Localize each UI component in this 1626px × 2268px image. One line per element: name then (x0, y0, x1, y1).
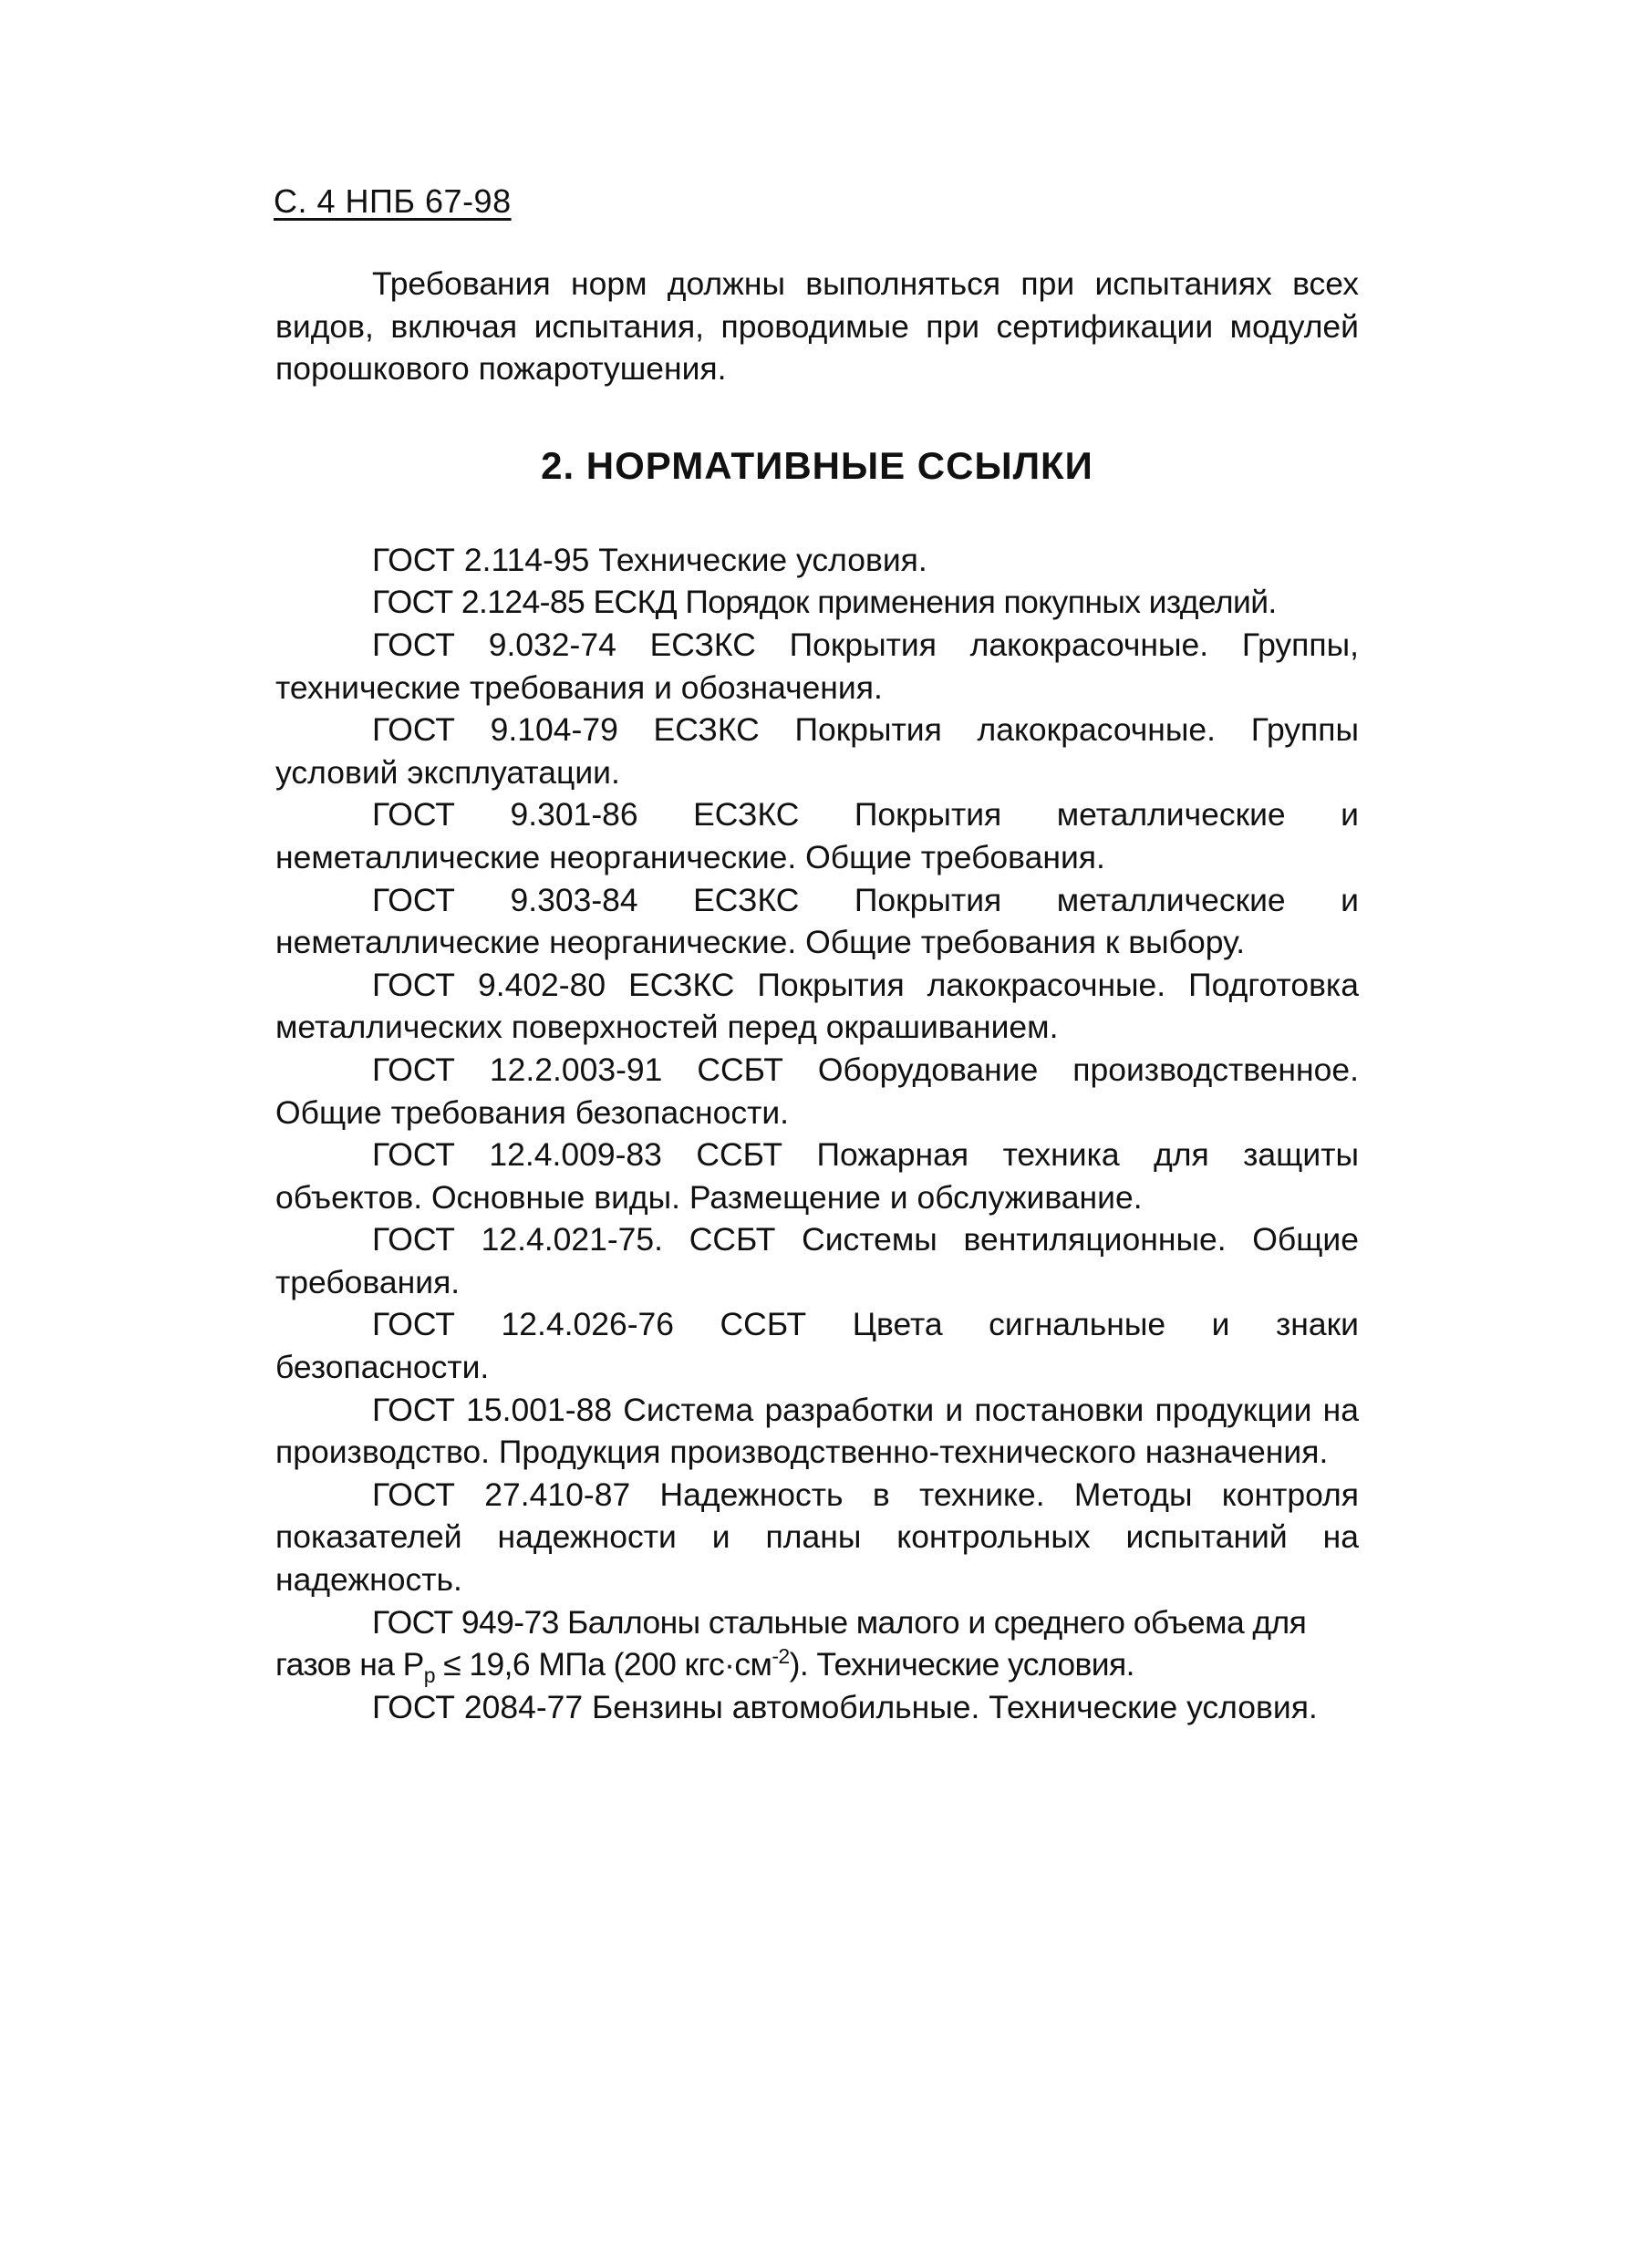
reference-item: ГОСТ 9.032-74 ЕСЗКС Покрытия лакокрасочные. Группы, технические требования и обозначения. (275, 626, 1359, 706)
reference-list (275, 539, 1359, 1729)
reference-item: ГОСТ 9.303-84 ЕСЗКС Покрытия металлические и неметаллические неорганические. Общие требования к выбору. (275, 881, 1359, 961)
reference-item: ГОСТ 9.301-86 ЕСЗКС Покрытия металлические и неметаллические неорганические. Общие требования. (275, 796, 1359, 875)
reference-item: ГОСТ 9.402-80 ЕСЗКС Покрытия лакокрасочные. Подготовка металлических поверхностей перед окрашиванием. (275, 966, 1359, 1046)
reference-item: ГОСТ 12.4.026-76 ССБТ Цвета сигнальные и знаки безопасности. (275, 1306, 1359, 1386)
reference-item: ГОСТ 2084-77 Бензины автомобильные. Технические условия. (372, 1688, 1318, 1725)
pressure-subscript: p (423, 1663, 435, 1688)
reference-text: ≤ 19,6 МПа (200 кгс·см (434, 1646, 772, 1683)
reference-item: ГОСТ 9.104-79 ЕСЗКС Покрытия лакокрасочные. Группы условий эксплуатации. (275, 711, 1359, 791)
reference-item: ГОСТ 12.4.021-75. ССБТ Системы вентиляционные. Общие требования. (275, 1221, 1359, 1300)
reference-item: ГОСТ 12.2.003-91 ССБТ Оборудование производственное. Общие требования безопасности. (275, 1051, 1359, 1131)
reference-item (275, 1601, 1359, 1686)
unit-exponent: -2 (772, 1644, 790, 1669)
page-content (275, 263, 1359, 1728)
reference-item: ГОСТ 27.410-87 Надежность в технике. Методы контроля показателей надежности и планы контрольных испытаний на надежность. (275, 1476, 1359, 1599)
running-header: С. 4 НПБ 67-98 (274, 182, 512, 220)
intro-paragraph: Требования норм должны выполняться при испытаниях всех видов, включая испытания, проводимые при сертификации модулей порошкового пожаротушения. (275, 265, 1359, 388)
reference-item: ГОСТ 2.114-95 Технические условия. (372, 541, 927, 578)
reference-text: ГОСТ 949-73 Баллоны стальные малого и среднего объема для газов на P (275, 1603, 1307, 1683)
reference-item: ГОСТ 2.124-85 ЕСКД Порядок применения покупных изделий. (372, 584, 1277, 621)
reference-item: ГОСТ 12.4.009-83 ССБТ Пожарная техника для защиты объектов. Основные виды. Размещение и обслуживание. (275, 1136, 1359, 1216)
reference-text: ). Технические условия. (789, 1646, 1134, 1683)
reference-item: ГОСТ 15.001-88 Система разработки и постановки продукции на производство. Продукция производственно-технического назначения. (275, 1391, 1359, 1471)
section-title: 2. НОРМАТИВНЫЕ ССЫЛКИ (541, 443, 1093, 487)
